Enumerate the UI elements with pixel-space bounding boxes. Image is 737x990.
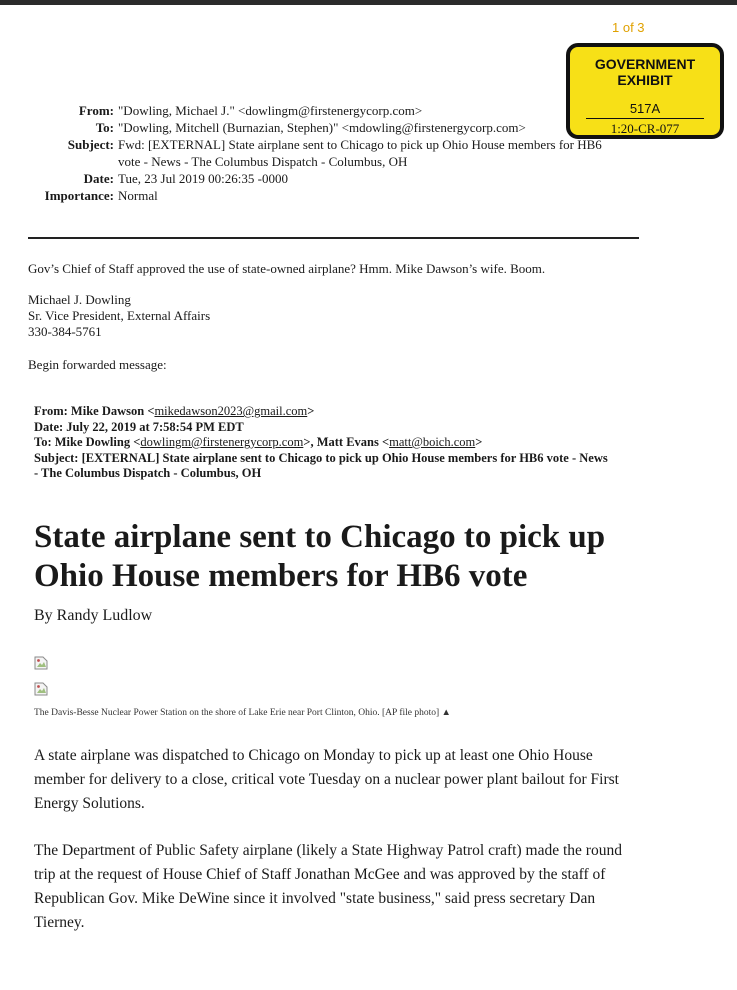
top-edge-bar: [0, 0, 737, 5]
fwd-subject-label: Subject:: [34, 450, 79, 465]
caption-toggle-arrow[interactable]: ▲: [441, 708, 451, 718]
email-header: [0, 102, 613, 204]
photo-caption-text: The Davis-Besse Nuclear Power Station on the shore of Lake Erie near Port Clinton, Ohio. [AP file photo]: [34, 708, 440, 718]
signature-phone: 330-384-5761: [28, 324, 102, 339]
header-subject-row: [0, 136, 613, 170]
article-paragraph-1: A state airplane was dispatched to Chicago on Monday to pick up at least one Ohio House member for delivery to a close, critical vote Tuesday on a nuclear power plant bailout for First Energy Solutions.: [34, 747, 619, 812]
header-date-label: Date:: [83, 171, 114, 186]
fwd-from-end: >: [307, 404, 315, 418]
exhibit-case-number: 1:20-CR-077: [610, 121, 680, 136]
fwd-to-email1-link[interactable]: dowlingm@firstenergycorp.com: [140, 435, 304, 449]
fwd-date-label: Date:: [34, 419, 64, 434]
forwarded-header: [34, 404, 614, 482]
exhibit-title-line1: GOVERNMENT: [594, 56, 696, 72]
fwd-date-row: [34, 420, 614, 436]
article-paragraph-2: The Department of Public Safety airplane (likely a State Highway Patrol craft) made the round trip at the request of House Chief of Staff Jonathan McGee and was approved by the staff of Republican Gov. Mike DeWine since it involved "state business," said press secretary Dan Tierney.: [34, 842, 622, 931]
signature-title: Sr. Vice President, External Affairs: [28, 308, 211, 323]
header-subject-label: Subject:: [67, 137, 114, 152]
article-byline: By Randy Ludlow: [34, 607, 153, 624]
header-to-row: [0, 119, 613, 136]
signature-name: Michael J. Dowling: [28, 292, 131, 307]
photo-caption: [34, 708, 451, 718]
fwd-to-label: To:: [34, 435, 52, 449]
fwd-to-name1: Mike Dowling <: [54, 435, 141, 449]
header-to-label: To:: [95, 120, 114, 135]
header-divider: [28, 237, 639, 239]
page-indicator: 1 of 3: [612, 20, 645, 35]
article-headline: State airplane sent to Chicago to pick up Ohio House members for HB6 vote: [34, 519, 606, 594]
fwd-subject-row: [34, 451, 614, 482]
fwd-to-end: >: [475, 435, 483, 449]
email-comment: Gov’s Chief of Staff approved the use of state-owned airplane? Hmm. Mike Dawson’s wife. Boom.: [28, 261, 546, 276]
fwd-to-email2-link[interactable]: matt@boich.com: [389, 435, 476, 449]
fwd-to-mid: >, Matt Evans <: [303, 435, 390, 449]
fwd-from-name: Mike Dawson <: [70, 404, 155, 418]
fwd-from-email-link[interactable]: mikedawson2023@gmail.com: [154, 404, 308, 418]
header-date-row: [0, 170, 613, 187]
header-date-value: Tue, 23 Jul 2019 00:26:35 -0000: [118, 171, 288, 186]
fwd-subject-value: [EXTERNAL] State airplane sent to Chicago to pick up Ohio House members for HB6 vote - News - The Columbus Dispatch - Columbus, OH: [34, 450, 608, 480]
header-to-value: "Dowling, Mitchell (Burnazian, Stephen)" <mdowling@firstenergycorp.com>: [118, 120, 526, 135]
header-importance-label: Importance:: [44, 188, 114, 203]
fwd-from-label: From:: [34, 404, 68, 418]
header-from-value: "Dowling, Michael J." <dowlingm@firstenergycorp.com>: [118, 103, 423, 118]
exhibit-number: 517A: [629, 101, 661, 116]
header-from-label: From:: [78, 103, 114, 118]
header-from-row: [0, 102, 613, 119]
header-subject-value: Fwd: [EXTERNAL] State airplane sent to Chicago to pick up Ohio House members for HB6 vote - News - The Columbus Dispatch - Columbus, OH: [118, 137, 602, 169]
broken-image-icon: [34, 682, 48, 696]
exhibit-title-line2: EXHIBIT: [617, 72, 673, 88]
forward-intro: Begin forwarded message:: [28, 357, 167, 372]
broken-image-icon: [34, 656, 48, 670]
fwd-date-value: July 22, 2019 at 7:58:54 PM EDT: [66, 419, 244, 434]
fwd-to-row: [34, 435, 614, 451]
fwd-from-row: [34, 404, 614, 420]
header-importance-row: [0, 187, 613, 204]
header-importance-value: Normal: [118, 188, 158, 203]
